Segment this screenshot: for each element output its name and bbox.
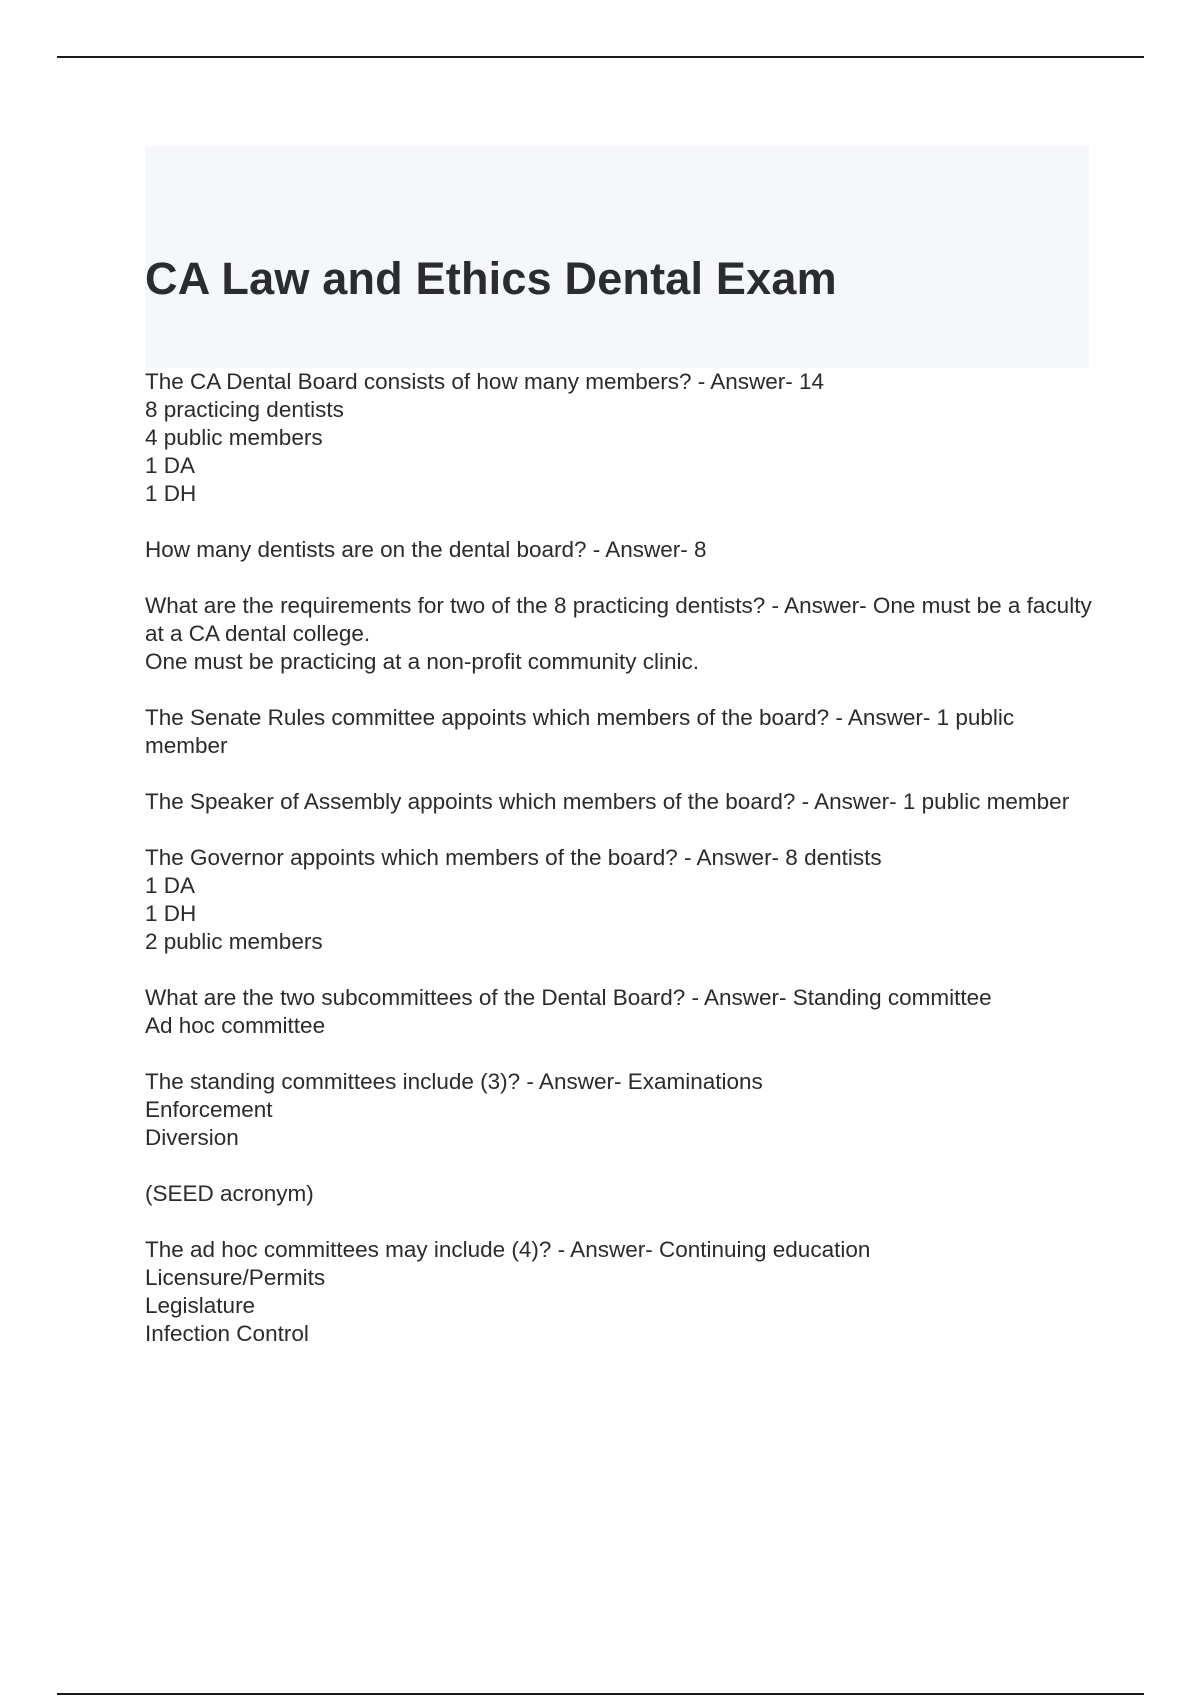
qa-line: Ad hoc committee: [145, 1013, 326, 1038]
qa-item: [145, 844, 1095, 956]
qa-line: Infection Control: [145, 1321, 309, 1346]
qa-item: [145, 1236, 1095, 1348]
qa-line: 1 DA: [145, 873, 196, 898]
qa-item: [145, 368, 1095, 508]
qa-item: [145, 704, 1095, 760]
qa-line: The ad hoc committees may include (4)? - Answer- Continuing education: [145, 1237, 871, 1262]
qa-line: How many dentists are on the dental board? - Answer- 8: [145, 537, 707, 562]
qa-line: The Senate Rules committee appoints which members of the board? - Answer- 1 public member: [145, 705, 1015, 758]
qa-line: 1 DH: [145, 481, 197, 506]
qa-item: [145, 788, 1095, 816]
top-rule: [57, 56, 1144, 58]
qa-item: [145, 1068, 1095, 1152]
qa-line: 8 practicing dentists: [145, 397, 344, 422]
qa-line: What are the requirements for two of the 8 practicing dentists? - Answer- One must be a faculty at a CA dental college.: [145, 593, 1092, 646]
qa-item: [145, 1180, 1095, 1208]
qa-line: The Speaker of Assembly appoints which members of the board? - Answer- 1 public member: [145, 789, 1070, 814]
qa-line: (SEED acronym): [145, 1181, 314, 1206]
qa-line: 1 DA: [145, 453, 196, 478]
qa-line: Enforcement: [145, 1097, 273, 1122]
page-title: CA Law and Ethics Dental Exam: [145, 253, 837, 304]
qa-line: 2 public members: [145, 929, 323, 954]
qa-line: What are the two subcommittees of the Dental Board? - Answer- Standing committee: [145, 985, 992, 1010]
qa-line: 1 DH: [145, 901, 197, 926]
qa-line: Diversion: [145, 1125, 239, 1150]
qa-line: Legislature: [145, 1293, 256, 1318]
qa-line: One must be practicing at a non-profit community clinic.: [145, 649, 699, 674]
qa-line: Licensure/Permits: [145, 1265, 326, 1290]
qa-line: The Governor appoints which members of the board? - Answer- 8 dentists: [145, 845, 882, 870]
qa-item: [145, 536, 1095, 564]
bottom-rule: [57, 1693, 1144, 1695]
qa-item: [145, 984, 1095, 1040]
qa-item: [145, 592, 1095, 676]
qa-line: 4 public members: [145, 425, 323, 450]
qa-line: The standing committees include (3)? - Answer- Examinations: [145, 1069, 763, 1094]
qa-line: The CA Dental Board consists of how many members? - Answer- 14: [145, 369, 825, 394]
qa-list: [145, 368, 1095, 1376]
